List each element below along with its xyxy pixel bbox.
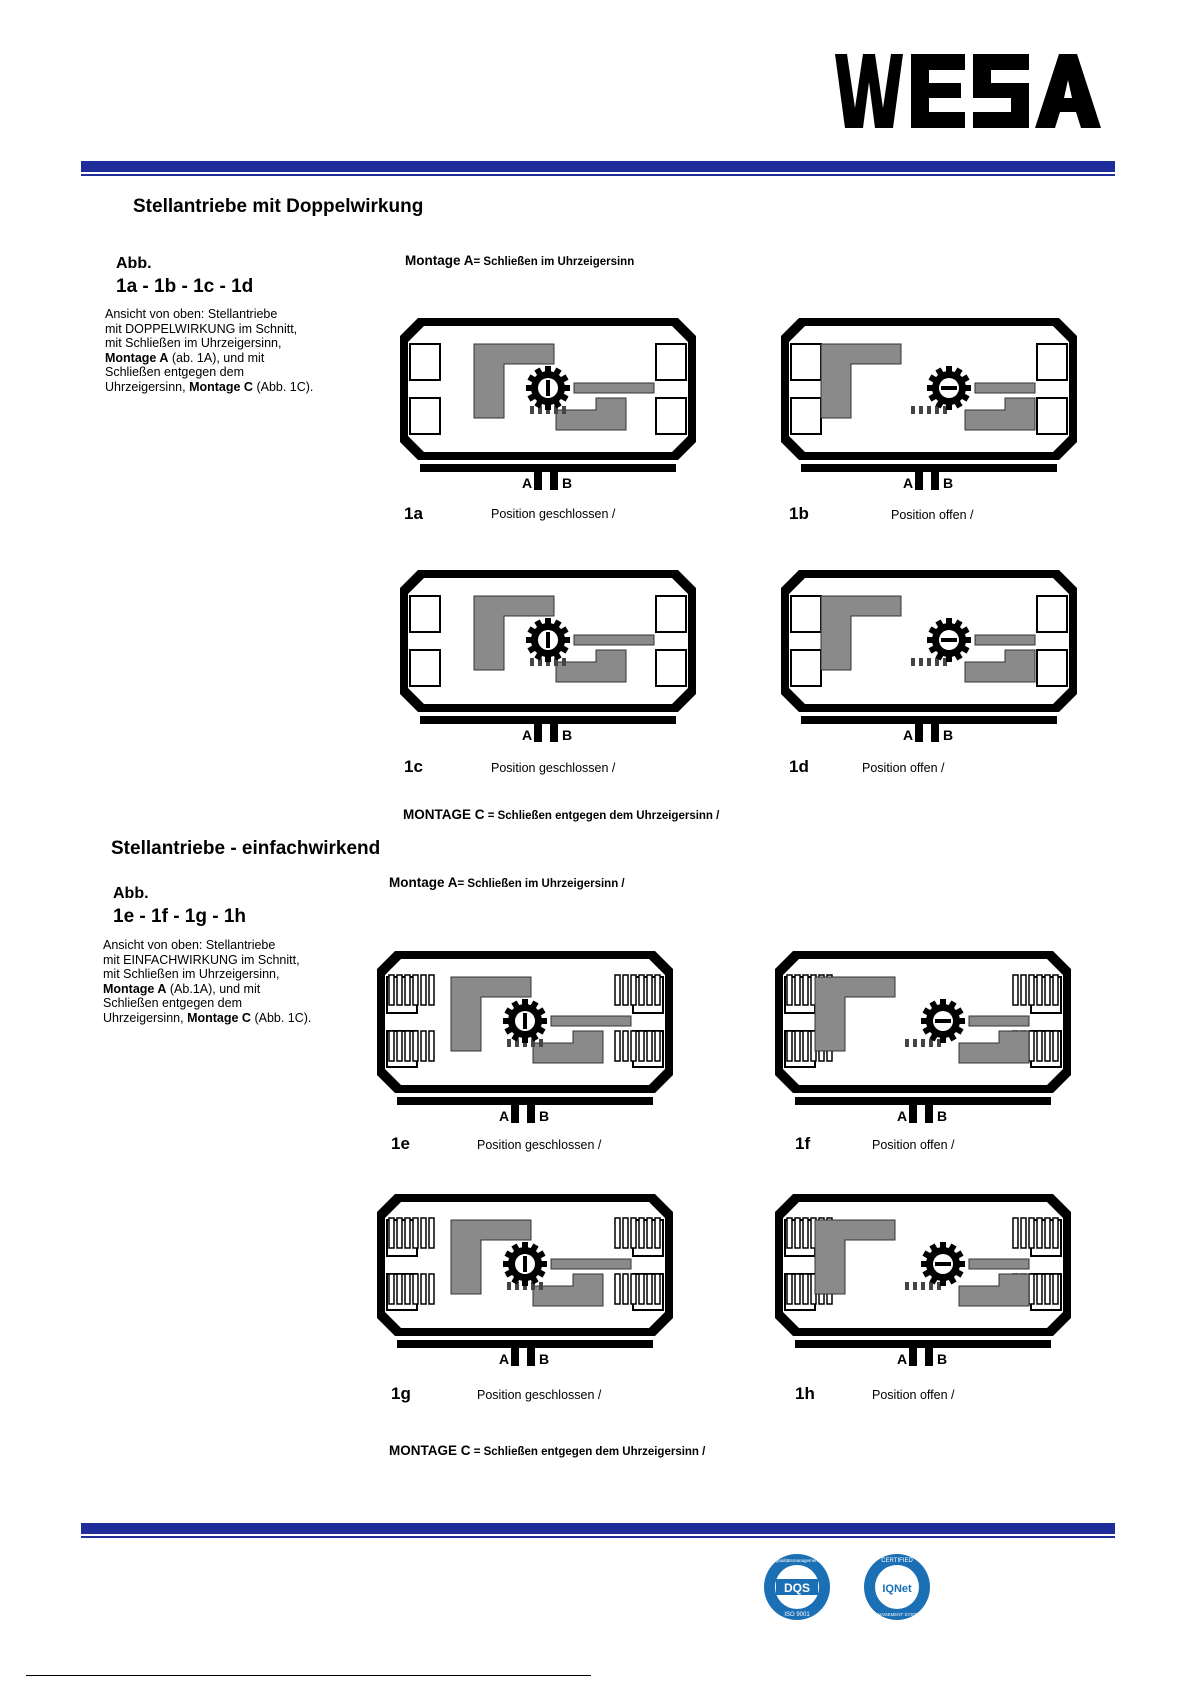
- figure-range: 1e - 1f - 1g - 1h: [113, 906, 247, 927]
- montage-c-caption: MONTAGE C = Schließen entgegen dem Uhrzeigersinn /: [389, 1443, 706, 1458]
- port-a-label: A: [903, 727, 914, 742]
- port-b-label: B: [943, 475, 954, 490]
- port-b-label: B: [539, 1351, 550, 1366]
- figure-label-1c: 1c: [404, 757, 423, 776]
- dqs-bottom-text: ISO 9001: [784, 1612, 810, 1618]
- dqs-ring-text: Qualitätsmanagement: [774, 1558, 820, 1563]
- iqnet-top-text: CERTIFIED: [881, 1558, 913, 1564]
- description-line: Schließen entgegen dem: [103, 996, 242, 1010]
- description-line: Ansicht von oben: Stellantriebe: [103, 938, 276, 952]
- actuator-diagram-1b: [781, 318, 1077, 490]
- port-b-label: B: [562, 475, 573, 490]
- iqnet-badge: [862, 1552, 932, 1622]
- port-b-label: B: [937, 1351, 948, 1366]
- figure-label-1h: 1h: [795, 1384, 815, 1403]
- description-line: Uhrzeigersinn, Montage C (Abb. 1C).: [105, 379, 314, 394]
- dqs-iso9001-badge: [762, 1552, 832, 1622]
- section-description: [105, 307, 365, 394]
- figure-label-1f: 1f: [795, 1134, 811, 1153]
- position-caption-1g: Position geschlossen /: [477, 1388, 602, 1402]
- footer-rule: [81, 1523, 1115, 1534]
- port-a-label: A: [897, 1351, 908, 1366]
- dqs-center-text: DQS: [783, 1581, 811, 1595]
- iqnet-center-text: IQNet: [882, 1583, 912, 1595]
- figure-label-1e: 1e: [391, 1134, 410, 1153]
- actuator-diagram-1h: [775, 1194, 1071, 1366]
- wesa-logo: [833, 52, 1103, 130]
- actuator-diagram-1d: [781, 570, 1077, 742]
- port-a-label: A: [897, 1108, 908, 1123]
- description-line: mit Schließen im Uhrzeigersinn,: [105, 336, 282, 350]
- actuator-diagram-1g: [377, 1194, 673, 1366]
- port-a-label: A: [522, 475, 533, 490]
- figure-label-1d: 1d: [789, 757, 809, 776]
- abb-label: Abb.: [113, 885, 149, 902]
- position-caption-1f: Position offen /: [872, 1138, 955, 1152]
- position-caption-1b: Position offen /: [891, 508, 974, 522]
- figure-range: 1a - 1b - 1c - 1d: [116, 276, 254, 297]
- description-line: Ansicht von oben: Stellantriebe: [105, 307, 278, 321]
- montage-c-caption: MONTAGE C = Schließen entgegen dem Uhrzeigersinn /: [403, 807, 720, 822]
- port-a-label: A: [499, 1108, 510, 1123]
- port-b-label: B: [562, 727, 573, 742]
- port-b-label: B: [539, 1108, 550, 1123]
- description-line: Uhrzeigersinn, Montage C (Abb. 1C).: [103, 1010, 312, 1025]
- position-caption-1c: Position geschlossen /: [491, 761, 616, 775]
- port-a-label: A: [903, 475, 914, 490]
- actuator-diagram-1f: [775, 951, 1071, 1123]
- montage-a-caption: Montage A= Schließen im Uhrzeigersinn: [405, 253, 635, 268]
- port-a-label: A: [522, 727, 533, 742]
- description-line: mit EINFACHWIRKUNG im Schnitt,: [103, 952, 300, 967]
- iqnet-bottom-text: MANAGEMENT SYSTEM: [871, 1612, 923, 1617]
- actuator-diagram-1c: [400, 570, 696, 742]
- montage-a-caption: Montage A= Schließen im Uhrzeigersinn /: [389, 875, 625, 890]
- description-line: Montage A (ab. 1A), und mit: [105, 350, 265, 365]
- section-title-einfachwirkend: Stellantriebe - einfachwirkend: [111, 838, 381, 859]
- position-caption-1e: Position geschlossen /: [477, 1138, 602, 1152]
- section-description: [103, 938, 363, 1025]
- actuator-diagram-1a: [400, 318, 696, 490]
- description-line: Montage A (Ab.1A), und mit: [103, 981, 261, 996]
- footer-line: [26, 1675, 591, 1676]
- port-a-label: A: [499, 1351, 510, 1366]
- actuator-diagram-1e: [377, 951, 673, 1123]
- description-line: Schließen entgegen dem: [105, 365, 244, 379]
- section-title-doppelwirkung: Stellantriebe mit Doppelwirkung: [133, 196, 424, 217]
- figure-label-1b: 1b: [789, 504, 809, 523]
- position-caption-1h: Position offen /: [872, 1388, 955, 1402]
- description-line: mit DOPPELWIRKUNG im Schnitt,: [105, 321, 298, 336]
- description-line: mit Schließen im Uhrzeigersinn,: [103, 967, 280, 981]
- header-rule: [81, 161, 1115, 172]
- port-b-label: B: [943, 727, 954, 742]
- figure-label-1g: 1g: [391, 1384, 411, 1403]
- figure-label-1a: 1a: [404, 504, 423, 523]
- port-b-label: B: [937, 1108, 948, 1123]
- position-caption-1d: Position offen /: [862, 761, 945, 775]
- position-caption-1a: Position geschlossen /: [491, 507, 616, 521]
- abb-label: Abb.: [116, 255, 152, 272]
